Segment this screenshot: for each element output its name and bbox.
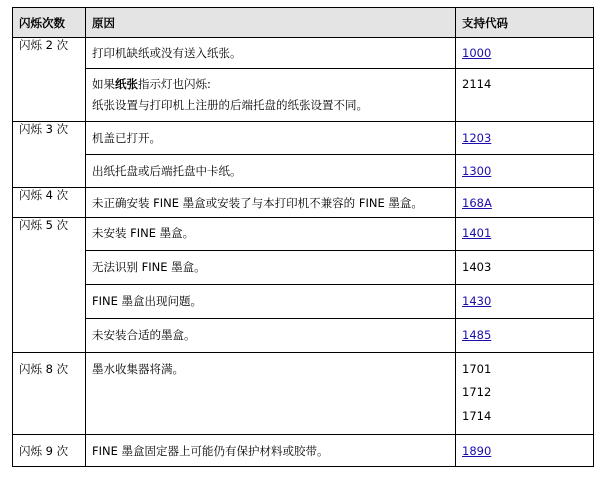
- blink-count-cell: 闪烁 2 次: [13, 38, 86, 122]
- table-row: [13, 319, 594, 353]
- table-row: [13, 251, 594, 285]
- support-code-link[interactable]: 168A: [462, 196, 492, 210]
- table-row: [13, 285, 594, 319]
- code-cell: [456, 251, 594, 285]
- cause-cell: FINE 墨盒出现问题。: [86, 285, 456, 319]
- support-code: 2114: [462, 77, 492, 91]
- table-row: [13, 188, 594, 218]
- support-code-link[interactable]: 1203: [462, 131, 492, 145]
- table-row: [13, 69, 594, 122]
- code-cell: [456, 38, 594, 69]
- support-code-link[interactable]: 1430: [462, 294, 492, 308]
- support-code-link[interactable]: 1890: [462, 444, 492, 458]
- cause-cell: 打印机缺纸或没有送入纸张。: [86, 38, 456, 69]
- cause-cell: 未正确安装 FINE 墨盒或安装了与本打印机不兼容的 FINE 墨盒。: [86, 188, 456, 218]
- support-code-link[interactable]: 1300: [462, 164, 492, 178]
- cause-text: 指示灯也闪烁:: [138, 77, 211, 91]
- code-cell: [456, 122, 594, 155]
- table-header-row: [13, 8, 594, 38]
- code-cell: [456, 319, 594, 353]
- support-code-link[interactable]: 1485: [462, 328, 492, 342]
- support-code-link[interactable]: 1000: [462, 46, 492, 60]
- support-code: 1712: [462, 385, 492, 399]
- code-cell: [456, 188, 594, 218]
- blink-count-cell: 闪烁 8 次: [13, 353, 86, 435]
- code-cell: [456, 285, 594, 319]
- cause-cell: 机盖已打开。: [86, 122, 456, 155]
- code-cell: [456, 218, 594, 251]
- cause-cell: [86, 69, 456, 122]
- support-code-link[interactable]: 1401: [462, 226, 492, 240]
- cause-cell: 未安装 FINE 墨盒。: [86, 218, 456, 251]
- code-cell: [456, 155, 594, 188]
- code-cell: [456, 353, 594, 435]
- header-blink-count: 闪烁次数: [13, 8, 86, 38]
- table-row: [13, 155, 594, 188]
- code-cell: [456, 69, 594, 122]
- code-cell: [456, 435, 594, 467]
- error-table: [12, 7, 594, 467]
- blink-count-cell: 闪烁 4 次: [13, 188, 86, 218]
- paper-indicator-label: 纸张: [115, 77, 138, 91]
- support-code: 1403: [462, 260, 492, 274]
- support-code: 1701: [462, 362, 492, 376]
- table-row: [13, 38, 594, 69]
- blink-count-cell: 闪烁 9 次: [13, 435, 86, 467]
- cause-cell: FINE 墨盒固定器上可能仍有保护材料或胶带。: [86, 435, 456, 467]
- blink-count-cell: 闪烁 5 次: [13, 218, 86, 353]
- table-row: [13, 353, 594, 435]
- header-cause: 原因: [86, 8, 456, 38]
- table-row: [13, 122, 594, 155]
- table-row: [13, 218, 594, 251]
- cause-cell: 未安装合适的墨盒。: [86, 319, 456, 353]
- header-support-code: 支持代码: [456, 8, 594, 38]
- cause-cell: 墨水收集器将满。: [86, 353, 456, 435]
- cause-cell: 出纸托盘或后端托盘中卡纸。: [86, 155, 456, 188]
- cause-text: 如果: [92, 77, 115, 91]
- support-code: 1714: [462, 409, 492, 423]
- cause-cell: 无法识别 FINE 墨盒。: [86, 251, 456, 285]
- cause-text-line2: 纸张设置与打印机上注册的后端托盘的纸张设置不同。: [92, 98, 368, 112]
- table-row: [13, 435, 594, 467]
- blink-count-cell: 闪烁 3 次: [13, 122, 86, 188]
